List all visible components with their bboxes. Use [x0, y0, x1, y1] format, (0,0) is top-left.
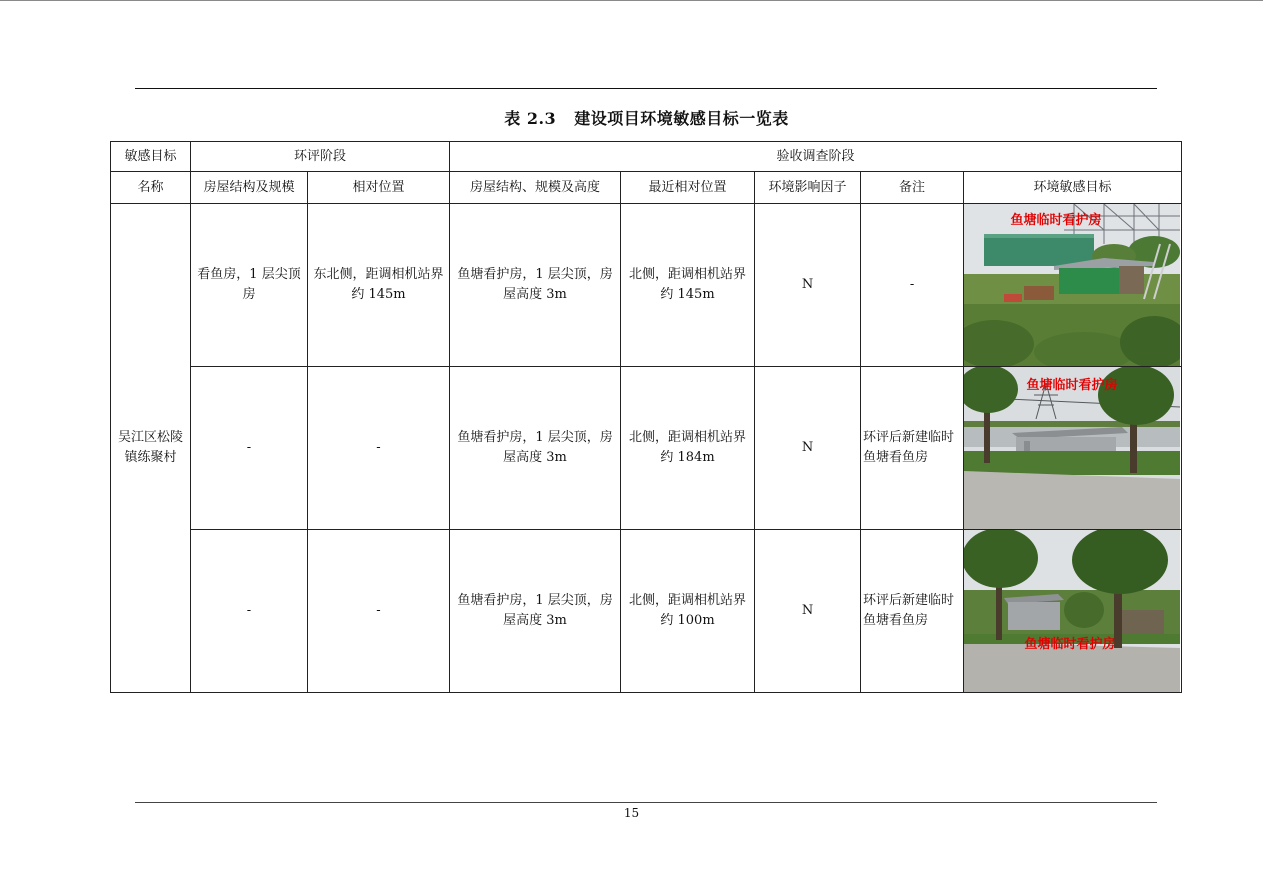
impact-factor-cell: N	[755, 204, 861, 367]
eia-position-cell: -	[308, 367, 450, 530]
table-title	[0, 106, 1263, 129]
header-acceptance-stage: 验收调查阶段	[450, 142, 1182, 172]
table-row	[111, 530, 1182, 693]
acc-structure-cell: 鱼塘看护房，1 层尖顶，房屋高度 3m	[450, 367, 621, 530]
footer-rule	[135, 802, 1157, 803]
header-target-name-line1: 敏感目标	[111, 142, 191, 172]
fish-pond-hut-photo-2	[964, 367, 1180, 529]
page-top-edge	[0, 0, 1263, 1]
eia-position-cell: 东北侧，距调相机站界约 145m	[308, 204, 450, 367]
acc-structure-cell: 鱼塘看护房，1 层尖顶，房屋高度 3m	[450, 530, 621, 693]
photo-label: 鱼塘临时看护房	[1024, 637, 1116, 652]
header-row-2	[111, 172, 1182, 204]
header-acc-structure: 房屋结构、规模及高度	[450, 172, 621, 204]
impact-factor-cell: N	[755, 530, 861, 693]
table-row	[111, 204, 1182, 367]
remark-cell: 环评后新建临时鱼塘看鱼房	[861, 367, 964, 530]
remark-cell: 环评后新建临时鱼塘看鱼房	[861, 530, 964, 693]
acc-structure-cell: 鱼塘看护房，1 层尖顶，房屋高度 3m	[450, 204, 621, 367]
eia-structure-cell: -	[191, 367, 308, 530]
header-target-photo: 环境敏感目标	[964, 172, 1182, 204]
photo-cell	[964, 367, 1182, 530]
eia-position-cell: -	[308, 530, 450, 693]
target-name-cell	[111, 204, 191, 693]
acc-position-cell: 北侧，距调相机站界约 100m	[621, 530, 755, 693]
table-title-text: 建设项目环境敏感目标一览表	[574, 109, 789, 128]
table-number: 表 2.3	[504, 109, 557, 128]
fish-pond-hut-photo-3	[964, 530, 1180, 692]
header-eia-structure: 房屋结构及规模	[191, 172, 308, 204]
table-row	[111, 367, 1182, 530]
eia-structure-cell: -	[191, 530, 308, 693]
header-remark: 备注	[861, 172, 964, 204]
impact-factor-cell: N	[755, 367, 861, 530]
header-target-name-line2: 名称	[111, 172, 191, 204]
header-acc-position: 最近相对位置	[621, 172, 755, 204]
photo-cell	[964, 204, 1182, 367]
remark-cell: -	[861, 204, 964, 367]
header-eia-position: 相对位置	[308, 172, 450, 204]
acc-position-cell: 北侧，距调相机站界约 184m	[621, 367, 755, 530]
eia-structure-cell: 看鱼房，1 层尖顶房	[191, 204, 308, 367]
fish-pond-hut-photo-1	[964, 204, 1180, 366]
photo-label: 鱼塘临时看护房	[1026, 378, 1118, 393]
photo-label: 鱼塘临时看护房	[1010, 213, 1102, 228]
sensitive-targets-table	[110, 141, 1182, 693]
header-row-1	[111, 142, 1182, 172]
photo-cell	[964, 530, 1182, 693]
header-eia-stage: 环评阶段	[191, 142, 450, 172]
page-number: 15	[623, 806, 640, 820]
header-rule	[135, 88, 1157, 89]
acc-position-cell: 北侧，距调相机站界约 145m	[621, 204, 755, 367]
header-impact-factor: 环境影响因子	[755, 172, 861, 204]
target-name: 吴江区松陵镇练聚村	[117, 430, 183, 465]
